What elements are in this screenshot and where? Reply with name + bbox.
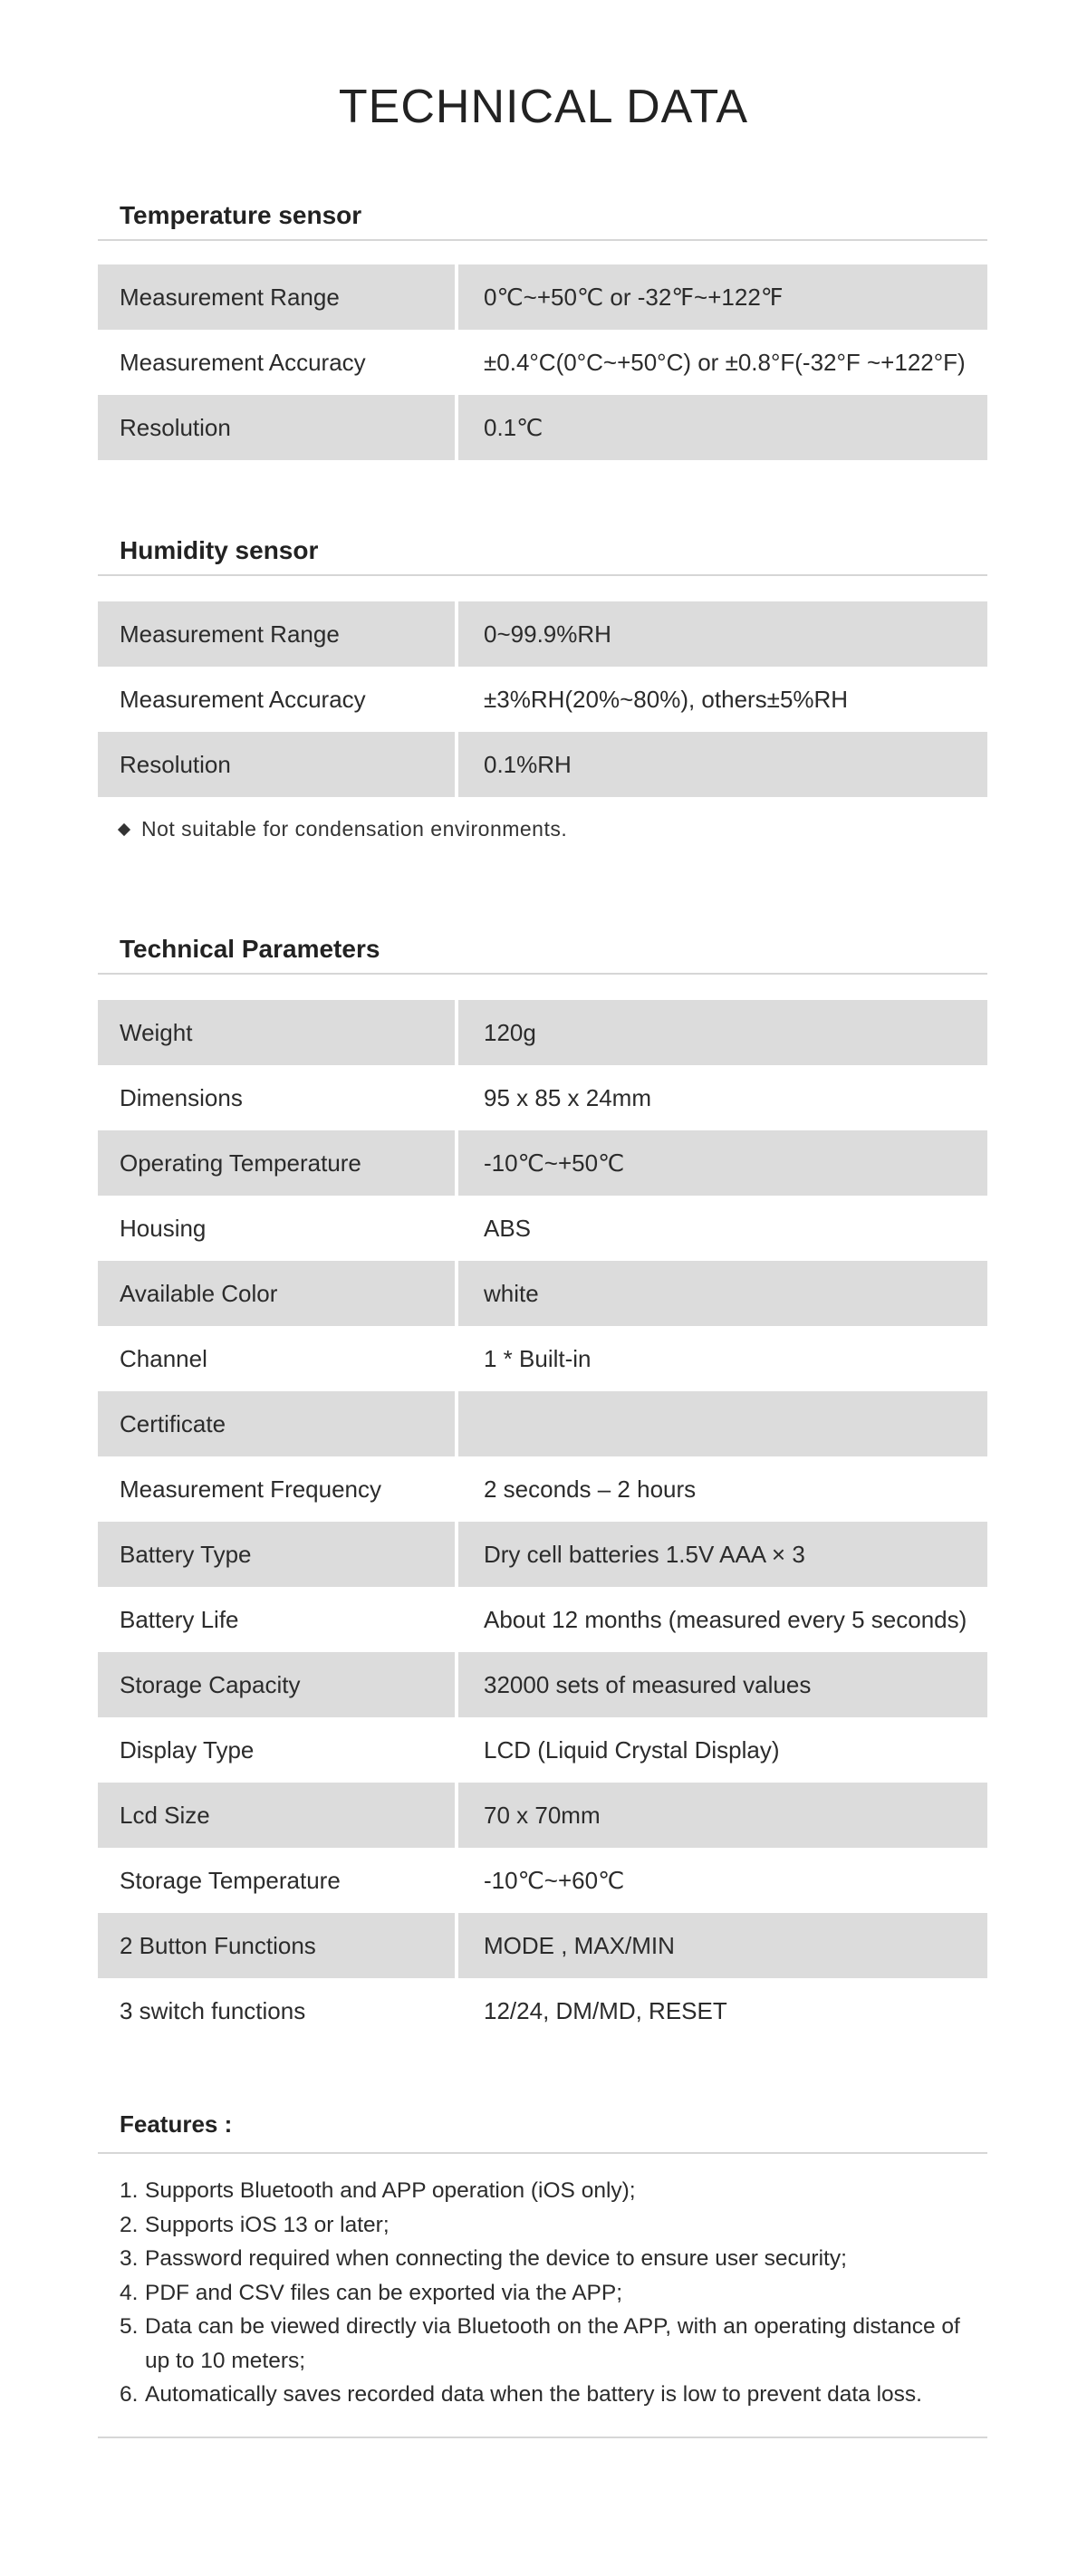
temperature-sensor-divider [98,239,987,241]
table-row [98,1913,987,1978]
list-item [120,2174,971,2208]
row-label: Battery Type [98,1522,455,1587]
page-title: TECHNICAL DATA [338,81,749,133]
feature-text: Data can be viewed directly via Bluetooth on the APP, with an operating distance of up to 10 meters; [145,2314,960,2373]
row-label: 3 switch functions [120,1996,306,2024]
row-value: -10℃~+50℃ [458,1130,987,1196]
list-item [120,2378,971,2412]
list-item [120,2242,971,2276]
row-value: 95 x 85 x 24mm [484,1083,651,1111]
row-label: Operating Temperature [98,1130,455,1196]
features-list [120,2174,971,2412]
row-label: Battery Life [120,1605,239,1633]
feature-text: Supports Bluetooth and APP operation (iOS only); [145,2178,636,2203]
row-value: 32000 sets of measured values [458,1652,987,1717]
features-divider-bottom [98,2437,987,2438]
row-label: Dimensions [120,1083,243,1111]
row-value: 0.1%RH [458,732,987,797]
row-label: Resolution [98,395,455,460]
condensation-note [120,817,567,841]
temperature-sensor-table [98,264,987,460]
table-row [98,1391,987,1456]
technical-parameters-heading: Technical Parameters [120,935,380,963]
humidity-sensor-heading: Humidity sensor [120,536,319,564]
diamond-bullet-icon [118,822,130,835]
note-text: Not suitable for condensation environments. [141,817,568,841]
table-row [98,732,987,797]
table-row [98,1261,987,1326]
row-label: Housing [120,1214,207,1242]
temperature-sensor-heading: Temperature sensor [120,201,362,229]
table-row [98,601,987,667]
row-label: Resolution [98,732,455,797]
row-label: Lcd Size [98,1783,455,1848]
technical-parameters-table [98,1000,987,2043]
row-label: Measurement Frequency [120,1475,382,1503]
row-label: Measurement Accuracy [120,348,366,376]
feature-number: 1. [120,2178,139,2203]
feature-text: Automatically saves recorded data when the battery is low to prevent data loss. [145,2382,922,2407]
humidity-sensor-table [98,601,987,797]
humidity-sensor-divider [98,574,987,576]
table-row [98,330,987,395]
feature-text: PDF and CSV files can be exported via the APP; [145,2280,623,2305]
table-row [98,1783,987,1848]
row-label: Measurement Range [98,264,455,330]
row-value: 0.1℃ [458,395,987,460]
feature-number: 3. [120,2246,139,2271]
row-value: ±0.4°C(0°C~+50°C) or ±0.8°F(-32°F ~+122°F) [484,348,966,376]
table-row [98,1978,987,2043]
table-row [98,1652,987,1717]
row-label: Storage Temperature [120,1866,341,1894]
list-item [120,2276,971,2311]
table-row [98,1587,987,1652]
row-label: Available Color [98,1261,455,1326]
row-label: Storage Capacity [98,1652,455,1717]
list-item [120,2310,971,2378]
row-label: Channel [120,1344,207,1372]
feature-number: 4. [120,2280,139,2305]
row-label: Display Type [120,1735,255,1764]
row-label: 2 Button Functions [98,1913,455,1978]
table-row [98,1848,987,1913]
row-value: About 12 months (measured every 5 seconds) [484,1605,967,1633]
feature-text: Password required when connecting the device to ensure user security; [145,2246,847,2271]
row-value [458,1391,987,1456]
features-divider-top [98,2152,987,2154]
row-value: ABS [484,1214,532,1242]
row-label: Weight [98,1000,455,1065]
row-value: ±3%RH(20%~80%), others±5%RH [484,685,849,713]
row-value: white [458,1261,987,1326]
feature-number: 5. [120,2314,139,2339]
table-row [98,1130,987,1196]
row-value: 2 seconds – 2 hours [484,1475,697,1503]
table-row [98,667,987,732]
table-row [98,1000,987,1065]
row-value: 1 * Built-in [484,1344,592,1372]
row-value: 120g [458,1000,987,1065]
table-row [98,1196,987,1261]
feature-number: 6. [120,2382,139,2407]
features-heading: Features : [120,2110,233,2138]
table-row [98,1717,987,1783]
table-row [98,1065,987,1130]
row-value: 70 x 70mm [458,1783,987,1848]
row-value: 12/24, DM/MD, RESET [484,1996,727,2024]
table-row [98,1522,987,1587]
row-value: LCD (Liquid Crystal Display) [484,1735,780,1764]
row-label: Measurement Range [98,601,455,667]
technical-parameters-divider [98,973,987,975]
list-item [120,2208,971,2243]
row-label: Certificate [98,1391,455,1456]
row-label: Measurement Accuracy [120,685,366,713]
table-row [98,1326,987,1391]
row-value: 0~99.9%RH [458,601,987,667]
table-row [98,1456,987,1522]
row-value: -10℃~+60℃ [484,1866,625,1894]
row-value: 0℃~+50℃ or -32℉~+122℉ [458,264,987,330]
feature-number: 2. [120,2212,139,2237]
table-row [98,264,987,330]
row-value: MODE , MAX/MIN [458,1913,987,1978]
table-row [98,395,987,460]
row-value: Dry cell batteries 1.5V AAA × 3 [458,1522,987,1587]
feature-text: Supports iOS 13 or later; [145,2212,390,2237]
